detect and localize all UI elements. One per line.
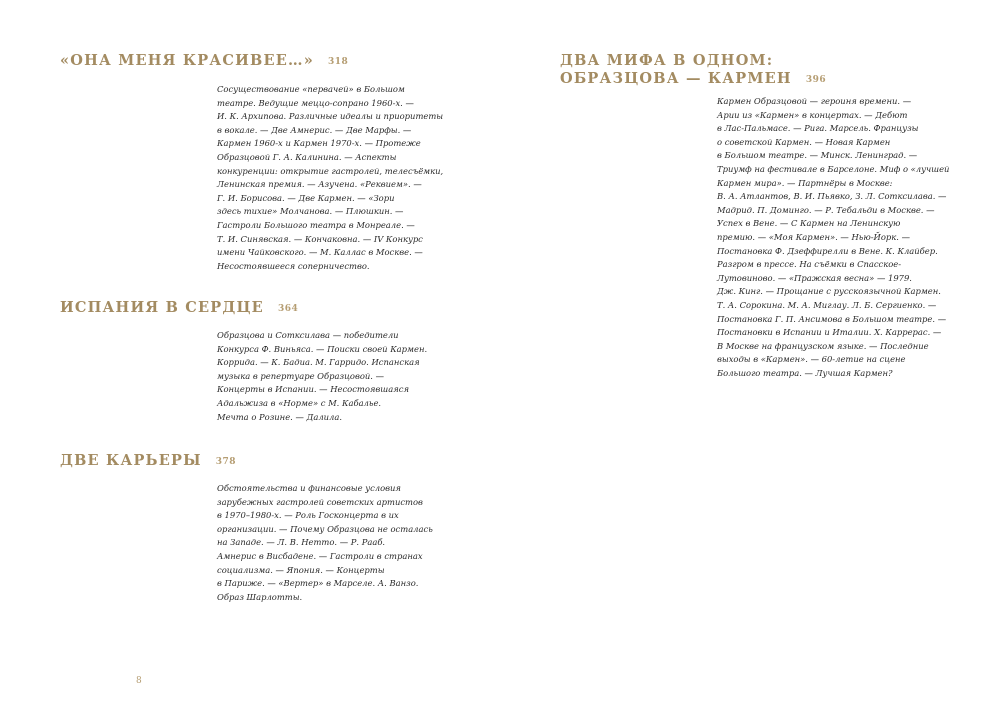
summary-line: Большого театра. — Лучшая Кармен? — [717, 367, 893, 378]
summary-line: Постановки в Испании и Италии. Х. Каррерас. — — [717, 327, 942, 338]
summary-line: в 1970–1980-х. — Роль Госконцерта в их — [217, 510, 399, 521]
summary-line: о советской Кармен. — Новая Кармен — [717, 136, 891, 147]
section-summary — [217, 83, 443, 273]
toc-section-ispaniya — [60, 299, 298, 319]
summary-line: Образцова и Сотксилава — победители — [217, 330, 399, 340]
section-title-line: ДВА МИФА В ОДНОМ: — [560, 52, 774, 69]
section-summary — [717, 95, 949, 380]
summary-line: Кармен мира». — Партнёры в Москве: — [717, 177, 893, 188]
summary-line: Мечта о Розине. — Далила. — [217, 411, 343, 422]
summary-line: Образ Шарлотты. — [217, 591, 303, 602]
section-title-line: ДВЕ КАРЬЕРЫ — [60, 452, 202, 469]
toc-section-dve-karery — [60, 452, 236, 472]
summary-line: Постановка Ф. Дзеффирелли в Вене. К. Клайбер. — [717, 245, 938, 256]
section-title — [60, 452, 236, 472]
summary-line: здесь тихие» Молчанова. — Плюшкин. — — [217, 206, 404, 217]
summary-line: Мадрид. П. Доминго. — Р. Тебальди в Москве. — — [717, 204, 935, 215]
section-title — [560, 52, 826, 90]
summary-line: Постановка Г. П. Ансимова в Большом театре. — — [717, 313, 947, 324]
summary-line: Образцовой Г. А. Калинина. — Аспекты — [217, 151, 397, 162]
section-title — [60, 52, 348, 72]
summary-line: Обстоятельства и финансовые условия — [217, 483, 401, 493]
section-page-ref: 318 — [327, 57, 349, 67]
summary-line: премию. — «Моя Кармен». — Нью-Йорк. — — [717, 231, 910, 242]
summary-line: Несостоявшееся соперничество. — [217, 260, 370, 271]
section-title-line: ИСПАНИЯ В СЕРДЦЕ — [60, 299, 264, 316]
summary-line: имени Чайковского. — М. Каллас в Москве. — — [217, 247, 423, 258]
section-page-ref: 378 — [215, 457, 236, 467]
summary-line: Т. И. Синявская. — Кончаковна. — IV Конкурс — [217, 233, 423, 244]
summary-line: В. А. Атлантов, В. И. Пьявко, З. Л. Сотксилава. — — [717, 191, 947, 202]
section-page-ref: 364 — [277, 304, 299, 314]
summary-line: социализма. — Япония. — Концерты — [217, 564, 385, 575]
summary-line: В Москве на французском языке. — Последние — [717, 340, 929, 351]
summary-line: Арии из «Кармен» в концертах. — Дебют — [717, 109, 908, 120]
page-number: 8 — [136, 676, 142, 686]
summary-line: в Большом театре. — Минск. Ленинград. — — [717, 150, 918, 161]
summary-line: театре. Ведущие меццо-сопрано 1960-х. — — [217, 97, 414, 108]
summary-line: Сосуществование «первачей» в Большом — [217, 84, 405, 94]
summary-line: Амнерис в Висбадене. — Гастроли в странах — [217, 550, 423, 561]
summary-line: Успех в Вене. — С Кармен на Ленинскую — [717, 218, 901, 229]
summary-line: музыка в репертуаре Образцовой. — — [217, 370, 384, 381]
summary-line: на Западе. — Л. В. Нетто. — Р. Рааб. — [217, 537, 386, 548]
summary-line: в Лас-Пальмасе. — Рига. Марсель. Французы — [717, 123, 919, 134]
summary-line: Г. И. Борисова. — Две Кармен. — «Зори — [217, 192, 395, 203]
summary-line: Дж. Кинг. — Прощание с русскоязычной Кармен. — [717, 286, 941, 297]
summary-line: Кармен Образцовой — героиня времени. — — [717, 96, 912, 106]
section-page-ref: 396 — [805, 75, 827, 85]
toc-section-dva-mifa — [560, 52, 826, 90]
summary-line: И. К. Архипова. Различные идеалы и приоритеты — [217, 111, 444, 122]
right-page — [500, 0, 1000, 718]
section-title-line: «ОНА МЕНЯ КРАСИВЕЕ…» — [60, 52, 314, 69]
summary-line: Разгром в прессе. На съёмки в Спасское- — [717, 259, 902, 270]
summary-line: Т. А. Сорокина. М. А. Миглау. Л. Б. Сергиенко. — — [717, 299, 937, 310]
toc-section-ona-menya — [60, 52, 348, 72]
section-summary — [217, 329, 427, 424]
summary-line: организации. — Почему Образцова не осталась — [217, 523, 433, 534]
summary-line: Адальжиза в «Норме» с М. Кабалье. — [217, 397, 382, 408]
summary-line: в вокале. — Две Амнерис. — Две Марфы. — — [217, 124, 412, 135]
summary-line: Коррида. — К. Бадиа. М. Гарридо. Испанская — [217, 357, 420, 368]
summary-line: в Париже. — «Вертер» в Марселе. А. Ванзо. — [217, 578, 419, 589]
summary-line: Гастроли Большого театра в Монреале. — — [217, 219, 415, 230]
summary-line: Триумф на фестивале в Барселоне. Миф о «лучшей — [717, 163, 950, 174]
summary-line: Кармен 1960-х и Кармен 1970-х. — Протеже — [217, 138, 421, 149]
summary-line: выходы в «Кармен». — 60-летие на сцене — [717, 354, 906, 365]
summary-line: Концерты в Испании. — Несостоявшаяся — [217, 384, 410, 395]
summary-line: конкуренции: открытие гастролей, телесъёмки, — [217, 165, 444, 176]
section-title — [60, 299, 298, 319]
section-summary — [217, 482, 433, 604]
summary-line: зарубежных гастролей советских артистов — [217, 496, 423, 507]
section-title-line: ОБРАЗЦОВА — КАРМЕН — [560, 70, 792, 87]
summary-line: Лутовиново. — «Пражская весна» — 1979. — [717, 272, 912, 283]
summary-line: Конкурса Ф. Виньяса. — Поиски своей Кармен. — [217, 343, 428, 354]
summary-line: Ленинская премия. — Азучена. «Реквием». — — [217, 179, 422, 190]
